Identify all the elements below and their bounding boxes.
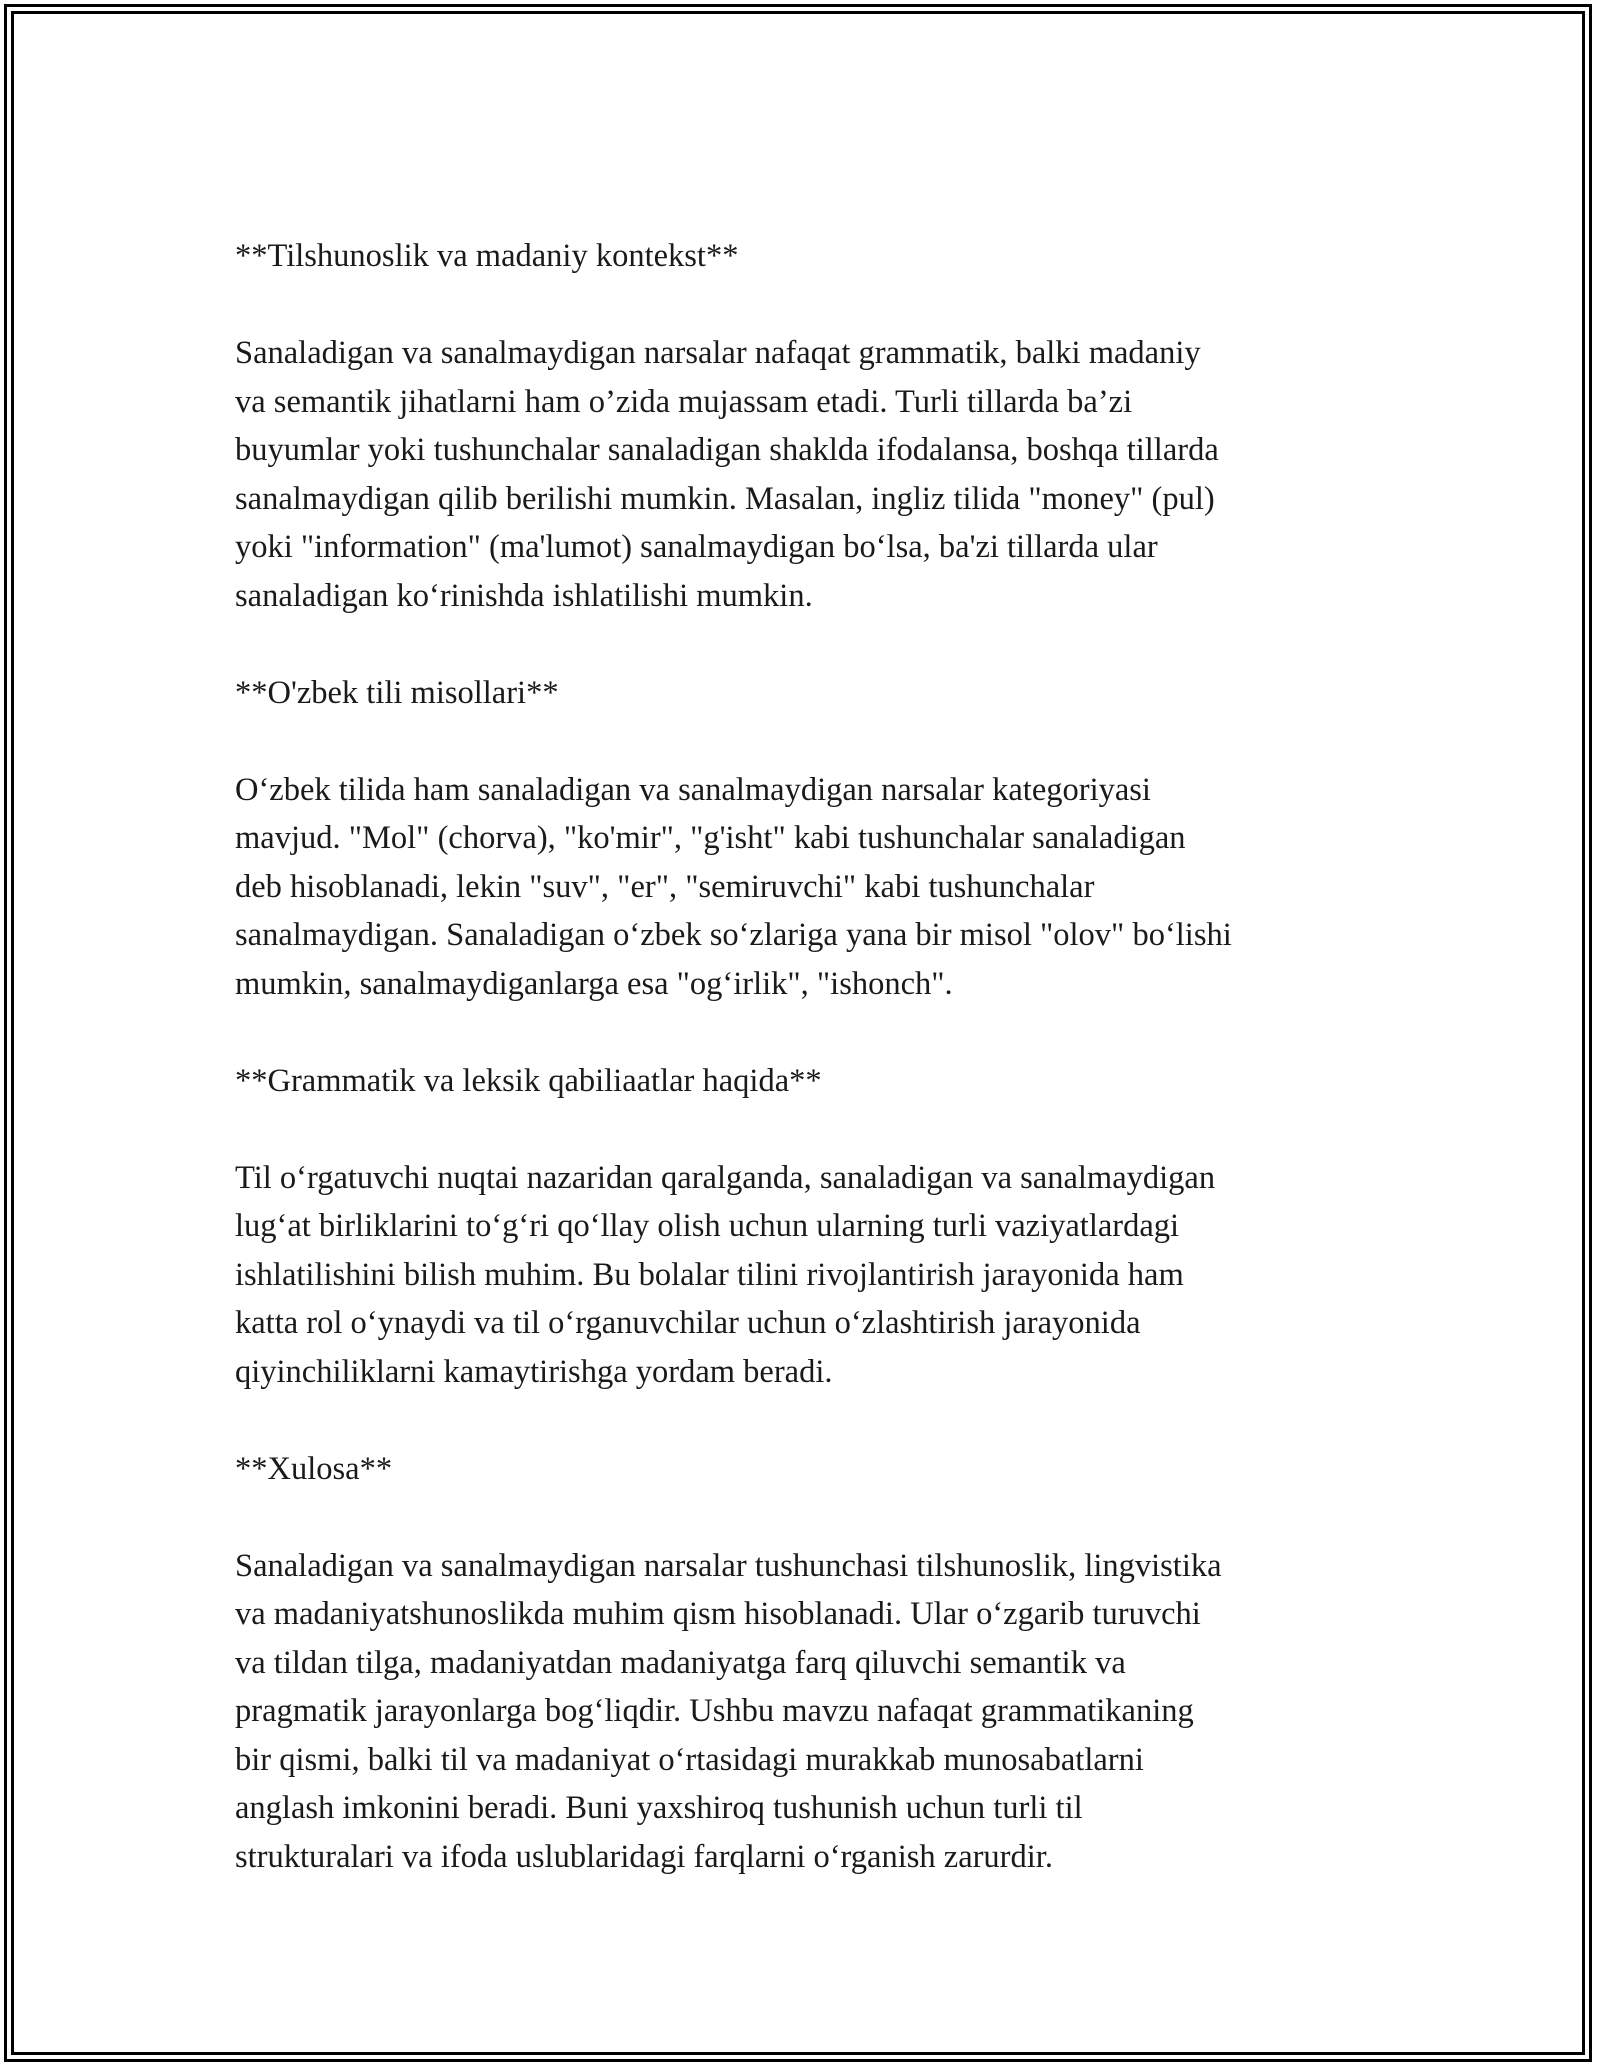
paragraph-line: sanaladigan ko‘rinishda ishlatilishi mumkin. [235,577,813,614]
paragraph-line: anglash imkonini beradi. Buni yaxshiroq tushunish uchun turli til [235,1790,1083,1826]
section-paragraph [235,1154,1395,1397]
paragraph-line: va semantik jihatlarni ham o’zida mujassam etadi. Turli tillarda ba’zi [235,383,1133,420]
paragraph-line: buyumlar yoki tushunchalar sanaladigan shaklda ifodalansa, boshqa tillarda [235,432,1219,468]
paragraph-line: va madaniyatshunoslikda muhim qism hisoblanadi. Ular o‘zgarib turuvchi [235,1596,1201,1632]
section-paragraph [235,1542,1395,1882]
paragraph-line: katta rol o‘ynaydi va til o‘rganuvchilar uchun o‘zlashtirish jarayonida [235,1305,1141,1341]
paragraph-line: sanalmaydigan. Sanaladigan o‘zbek so‘zlariga yana bir misol "olov" bo‘lishi [235,917,1232,953]
paragraph-line: deb hisoblanadi, lekin "suv", "er", "semiruvchi" kabi tushunchalar [235,868,1095,905]
section-heading: **Xulosa** [235,1450,393,1487]
paragraph-line: Til o‘rgatuvchi nuqtai nazaridan qaralganda, sanaladigan va sanalmaydigan [235,1159,1216,1196]
paragraph-line: sanalmaydigan qilib berilishi mumkin. Masalan, ingliz tilida "money" (pul) [235,480,1215,517]
paragraph-line: qiyinchiliklarni kamaytirishga yordam beradi. [235,1353,833,1390]
section-paragraph [235,766,1395,1009]
section-paragraph [235,329,1395,620]
document-body [235,232,1395,1930]
paragraph-line: strukturalari va ifoda uslublaridagi farqlarni o‘rganish zarurdir. [235,1838,1053,1875]
paragraph-line: Sanaladigan va sanalmaydigan narsalar nafaqat grammatik, balki madaniy [235,335,1201,371]
section-heading: **O'zbek tili misollari** [235,674,559,711]
paragraph-line: mumkin, sanalmaydiganlarga esa "og‘irlik", "ishonch". [235,965,953,1002]
paragraph-line: pragmatik jarayonlarga bog‘liqdir. Ushbu mavzu nafaqat grammatikaning [235,1693,1194,1729]
paragraph-line: Sanaladigan va sanalmaydigan narsalar tushunchasi tilshunoslik, lingvistika [235,1547,1222,1584]
paragraph-line: bir qismi, balki til va madaniyat o‘rtasidagi murakkab munosabatlarni [235,1741,1144,1778]
paragraph-line: mavjud. "Mol" (chorva), "ko'mir", "g'isht" kabi tushunchalar sanaladigan [235,820,1186,856]
paragraph-line: yoki "information" (ma'lumot) sanalmaydigan bo‘lsa, ba'zi tillarda ular [235,529,1158,565]
paragraph-line: ishlatilishini bilish muhim. Bu bolalar tilini rivojlantirish jarayonida ham [235,1256,1184,1293]
section-heading: **Grammatik va leksik qabiliaatlar haqida** [235,1062,822,1099]
paragraph-line: O‘zbek tilida ham sanaladigan va sanalmaydigan narsalar kategoriyasi [235,771,1151,808]
paragraph-line: va tildan tilga, madaniyatdan madaniyatga farq qiluvchi semantik va [235,1644,1126,1681]
section-heading: **Tilshunoslik va madaniy kontekst** [235,238,739,274]
paragraph-line: lug‘at birliklarini to‘g‘ri qo‘llay olish uchun ularning turli vaziyatlardagi [235,1208,1180,1244]
